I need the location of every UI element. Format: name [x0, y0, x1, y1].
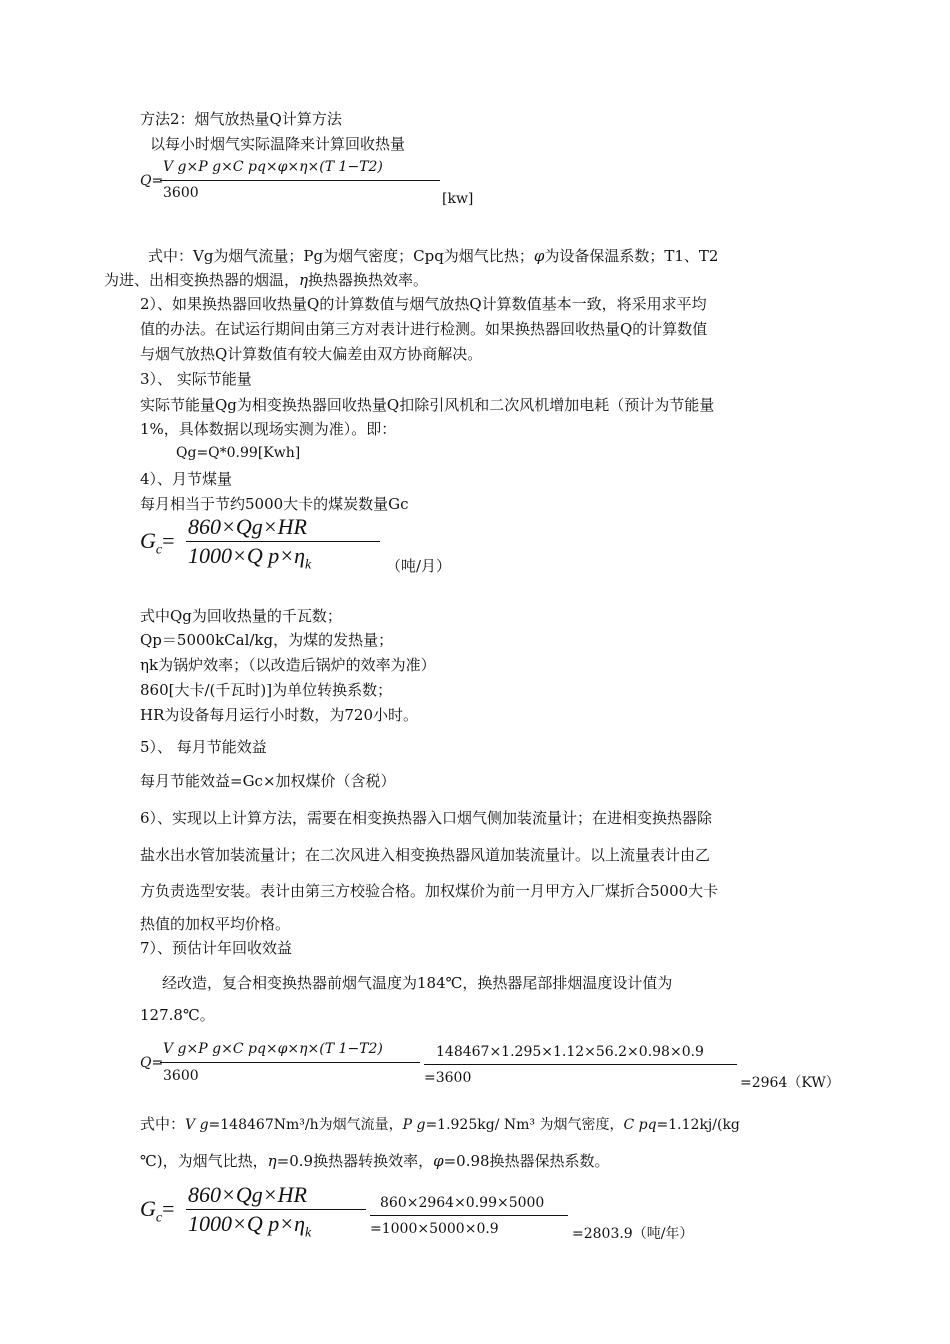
para2-line3: 与烟气放热Q计算数值有较大偏差由双方协商解决。: [140, 345, 483, 363]
where2-line3: ηk为锅炉效率；（以改造后锅炉的效率为准）: [140, 656, 436, 674]
section4-line1: 每月相当于节约5000大卡的煤炭数量Gc: [140, 495, 409, 513]
section6-line4: 热值的加权平均价格。: [140, 915, 291, 933]
where3-text-b: =148467Nm³/h为烟气流量，: [208, 1117, 403, 1133]
where2-line2: Qp＝5000kCal/kg，为煤的发热量；: [140, 631, 394, 649]
formula-gc-unit: （吨/月）: [386, 557, 452, 575]
where1-line1: [148, 244, 718, 268]
section6-line1: 6）、实现以上计算方法，需要在相变换热器入口烟气侧加装流量计；在进相变换热器除: [140, 809, 713, 827]
calc-gc-values-fraction-bar: [370, 1215, 568, 1216]
where1-text-b: 为设备保温系数；T1、T2: [544, 247, 719, 265]
where3-text-e: ℃)，为烟气比热，: [140, 1152, 268, 1170]
calc-gc-g: G: [140, 1196, 156, 1221]
calc-q-numerator-values: 148467×1.295×1.12×56.2×0.98×0.9: [436, 1044, 704, 1060]
formula-q-lhs: Q=: [140, 173, 164, 189]
where3-text-g: =0.98换热器保热系数。: [443, 1152, 610, 1170]
calc-gc-fraction-bar: [186, 1209, 366, 1210]
calc-q-values-fraction-bar: [424, 1064, 737, 1065]
section7-line2: 127.8℃。: [140, 1006, 215, 1024]
formula-gc-den-sub: k: [305, 557, 312, 573]
pg-symbol: P g: [402, 1117, 426, 1133]
where3-text-c: =1.925kg/ Nm³ 为烟气密度，: [425, 1117, 624, 1133]
formula-q-denominator: 3600: [163, 185, 199, 201]
method2-intro: 以每小时烟气实际温降来计算回收热量: [150, 135, 406, 153]
section5-title: 5）、 每月节能效益: [140, 738, 267, 756]
calc-gc-result: =2803.9（吨/年）: [572, 1226, 694, 1242]
where3-line2: [140, 1149, 610, 1173]
para2-line1: 2）、如果换热器回收热量Q的计算数值与烟气放热Q计算数值基本一致，将采用求平均: [140, 295, 707, 313]
calc-q-denominator-values: =3600: [424, 1070, 472, 1086]
formula-gc-lhs: [140, 528, 175, 558]
section7-title: 7）、预估计年回收效益: [140, 939, 293, 957]
method2-title: 方法2：烟气放热量Q计算方法: [140, 110, 342, 128]
phi-symbol: φ: [533, 247, 545, 265]
where3-text-a: 式中：: [140, 1115, 186, 1133]
calc-gc-denominator: [188, 1211, 311, 1241]
formula-gc-g: G: [140, 528, 156, 553]
section3-line1: 实际节能量Qg为相变换热器回收热量Q扣除引风机和二次风机增加电耗（预计为节能量: [140, 396, 715, 414]
formula-q-numerator: V g×P g×C pq×φ×η×(T 1−T2): [163, 159, 383, 175]
section6-line3: 方负责选型安装。表计由第三方校验合格。加权煤价为前一月甲方入厂煤折合5000大卡: [140, 882, 719, 900]
where1-text-d: 换热器换热效率。: [308, 271, 429, 289]
calc-gc-numerator: 860×Qg×HR: [188, 1182, 307, 1207]
eta2-symbol: η: [267, 1152, 277, 1170]
section7-line1: 经改造，复合相变换热器前烟气温度为184℃，换热器尾部排烟温度设计值为: [162, 974, 673, 992]
where2-line1: 式中Qg为回收热量的千瓦数；: [140, 607, 342, 625]
where1-line2: [104, 268, 428, 292]
calc-gc-numerator-values: 860×2964×0.99×5000: [380, 1195, 545, 1211]
calc-q-fraction-bar: [160, 1062, 420, 1063]
calc-q-lhs: Q=: [140, 1055, 164, 1071]
cpq-symbol: C pq: [623, 1117, 657, 1133]
calc-gc-den-sub: k: [305, 1225, 312, 1241]
section3-title: 3）、 实际节能量: [140, 370, 252, 388]
where2-line5: HR为设备每月运行小时数，为720小时。: [140, 706, 419, 724]
vg-symbol: V g: [185, 1117, 209, 1133]
calc-q-result: =2964（KW）: [740, 1075, 840, 1091]
calc-gc-lhs: [140, 1196, 175, 1226]
where3-line1: [140, 1112, 740, 1137]
section3-formula: Qg=Q*0.99[Kwh]: [176, 445, 301, 461]
formula-q-unit: [kw]: [442, 191, 474, 207]
formula-gc-numerator: 860×Qg×HR: [188, 514, 307, 539]
where3-text-f: =0.9换热器转换效率，: [276, 1152, 434, 1170]
calc-gc-denominator-values: =1000×5000×0.9: [370, 1221, 499, 1237]
para2-line2: 值的办法。在试运行期间由第三方对表计进行检测。如果换热器回收热量Q的计算数值: [140, 320, 708, 338]
calc-q-numerator: V g×P g×C pq×φ×η×(T 1−T2): [163, 1041, 383, 1057]
formula-gc-fraction-bar: [186, 541, 380, 542]
where3-text-d: =1.12kj/(kg: [656, 1117, 740, 1133]
formula-q-fraction-bar: [160, 180, 440, 181]
where1-text-c: 为进、出相变换热器的烟温，: [104, 271, 300, 289]
formula-gc-denominator: [188, 543, 311, 573]
section6-line2: 盐水出水管加装流量计；在二次风进入相变换热器风道加装流量计。以上流量表计由乙: [140, 846, 711, 864]
calc-gc-sub: c: [155, 1210, 163, 1226]
section3-line2: 1%，具体数据以现场实测为准）。即：: [140, 420, 397, 438]
eta-symbol: η: [299, 271, 309, 289]
formula-gc-sub: c: [155, 542, 163, 558]
section4-title: 4）、月节煤量: [140, 470, 233, 488]
calc-gc-den-text: 1000×Q p×η: [188, 1211, 305, 1236]
formula-gc-den-text: 1000×Q p×η: [188, 543, 305, 568]
calc-gc-eq: =: [162, 1196, 175, 1221]
phi2-symbol: φ: [433, 1152, 444, 1170]
where2-line4: 860[大卡/(千瓦时)]为单位转换系数；: [140, 681, 393, 699]
where1-text-a: 式中：Vg为烟气流量；Pg为烟气密度；Cpq为烟气比热；: [148, 247, 534, 265]
section5-line1: 每月节能效益=Gc×加权煤价（含税）: [140, 772, 396, 790]
formula-gc-eq: =: [162, 528, 175, 553]
calc-q-denominator: 3600: [163, 1068, 199, 1084]
